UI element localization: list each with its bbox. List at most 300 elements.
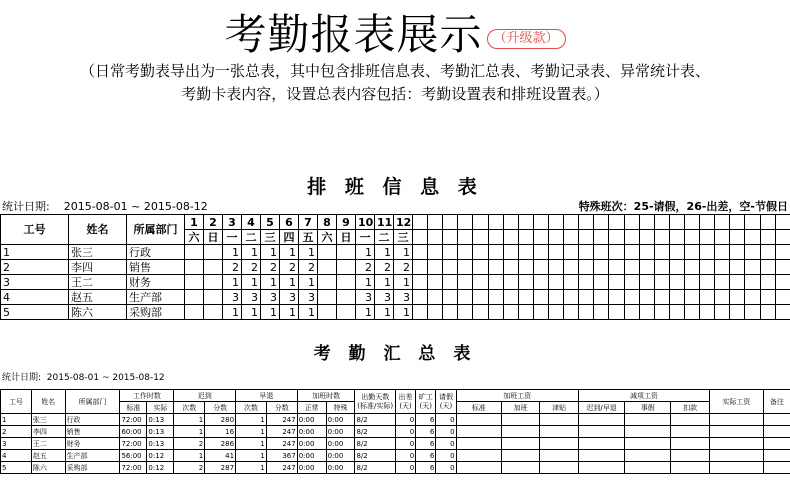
empty-cell (730, 215, 745, 230)
shift-cell: 3 (394, 290, 413, 305)
empty-cell (488, 230, 503, 245)
empty-cell (700, 245, 715, 260)
employee-name: 赵五 (31, 450, 65, 462)
empty-cell (671, 426, 710, 438)
day-header: 8 (318, 215, 337, 230)
empty-cell (428, 275, 443, 290)
empty-cell (473, 305, 488, 320)
employee-id: 3 (1, 275, 69, 290)
empty-cell (428, 230, 443, 245)
employee-name: 赵五 (69, 290, 127, 305)
subtitle-line-1: （日常考勤表导出为一张总表，其中包含排班信息表、考勤汇总表、考勤记录表、异常统计表、 (79, 62, 710, 80)
empty-cell (625, 462, 671, 474)
travel-days: 0 (395, 438, 415, 450)
employee-name: 张三 (31, 414, 65, 426)
empty-cell (715, 230, 730, 245)
shift-cell (185, 245, 204, 260)
travel-days: 0 (395, 426, 415, 438)
shift-cell: 1 (356, 245, 375, 260)
empty-cell (579, 305, 594, 320)
empty-cell (564, 305, 579, 320)
empty-cell (775, 230, 790, 245)
empty-cell (624, 230, 639, 245)
empty-cell (684, 290, 699, 305)
empty-cell (594, 215, 609, 230)
empty-cell (501, 450, 540, 462)
shift-cell: 1 (356, 275, 375, 290)
shift-cell: 2 (223, 260, 242, 275)
empty-cell (564, 260, 579, 275)
early-minutes: 247 (266, 426, 297, 438)
shift-cell: 1 (261, 245, 280, 260)
empty-cell (625, 414, 671, 426)
empty-cell (594, 290, 609, 305)
empty-cell (518, 290, 533, 305)
table-row (1, 260, 790, 275)
absent-unit: (天) (419, 401, 432, 410)
empty-cell (443, 290, 458, 305)
table-row (1, 462, 790, 474)
weekday-header: 六 (185, 230, 204, 245)
empty-cell (684, 260, 699, 275)
employee-dept: 行政 (127, 245, 185, 260)
empty-cell (503, 230, 518, 245)
shift-cell: 2 (299, 260, 318, 275)
late-minutes: 41 (205, 450, 236, 462)
schedule-header-row (1, 215, 790, 230)
empty-cell (775, 305, 790, 320)
day-header: 6 (280, 215, 299, 230)
empty-cell (715, 305, 730, 320)
day-header: 9 (337, 215, 356, 230)
empty-cell (579, 290, 594, 305)
empty-cell (428, 245, 443, 260)
empty-cell (609, 275, 624, 290)
day-header: 10 (356, 215, 375, 230)
late-minutes: 286 (205, 438, 236, 450)
empty-cell (684, 215, 699, 230)
shift-cell (204, 290, 223, 305)
empty-cell (684, 245, 699, 260)
leave-days: 0 (436, 414, 456, 426)
employee-dept: 生产部 (65, 450, 120, 462)
empty-cell (745, 245, 760, 260)
empty-cell (625, 450, 671, 462)
empty-cell (609, 230, 624, 245)
empty-cell (775, 275, 790, 290)
empty-cell (654, 230, 669, 245)
empty-cell (501, 426, 540, 438)
shift-cell: 3 (223, 290, 242, 305)
empty-cell (760, 215, 775, 230)
col-header-late: 迟到 (174, 390, 236, 402)
empty-cell (669, 290, 684, 305)
work-std: 72:00 (120, 438, 147, 450)
empty-cell (413, 305, 428, 320)
empty-cell (760, 275, 775, 290)
empty-cell (624, 275, 639, 290)
shift-cell (204, 245, 223, 260)
empty-cell (669, 215, 684, 230)
empty-cell (639, 305, 654, 320)
shift-cell (337, 290, 356, 305)
table-row (1, 245, 790, 260)
shift-cell (185, 275, 204, 290)
empty-cell (578, 426, 624, 438)
empty-cell (488, 215, 503, 230)
empty-cell (503, 275, 518, 290)
empty-cell (745, 305, 760, 320)
col-header-id: 工号 (1, 215, 69, 245)
empty-cell (639, 260, 654, 275)
subtitle-line-2: 考勤卡表内容，设置总表内容包括：考勤设置表和排班设置表。） (181, 85, 609, 103)
shift-cell: 1 (375, 305, 394, 320)
late-minutes: 280 (205, 414, 236, 426)
empty-cell (730, 290, 745, 305)
empty-cell (594, 305, 609, 320)
sub-header: 次数 (174, 402, 205, 414)
shift-cell: 2 (261, 260, 280, 275)
travel-unit: (天) (399, 401, 412, 410)
sub-header: 特殊 (326, 402, 355, 414)
shift-cell: 1 (394, 245, 413, 260)
empty-cell (760, 260, 775, 275)
empty-cell (709, 438, 763, 450)
empty-cell (609, 215, 624, 230)
empty-cell (518, 215, 533, 230)
table-row (1, 414, 790, 426)
shift-cell (318, 305, 337, 320)
empty-cell (609, 260, 624, 275)
empty-cell (594, 260, 609, 275)
empty-cell (624, 290, 639, 305)
shift-cell: 3 (375, 290, 394, 305)
col-header-id: 工号 (1, 390, 32, 414)
shift-cell: 1 (261, 275, 280, 290)
empty-cell (503, 245, 518, 260)
empty-cell (443, 245, 458, 260)
employee-id: 1 (1, 414, 32, 426)
empty-cell (684, 230, 699, 245)
col-header-early: 早退 (236, 390, 298, 402)
shift-cell (204, 305, 223, 320)
day-header: 5 (261, 215, 280, 230)
early-count: 1 (236, 450, 267, 462)
shift-cell: 1 (242, 305, 261, 320)
shift-cell: 3 (356, 290, 375, 305)
shift-cell: 1 (394, 275, 413, 290)
empty-cell (671, 414, 710, 426)
employee-id: 1 (1, 245, 69, 260)
empty-cell (624, 260, 639, 275)
shift-cell (318, 290, 337, 305)
weekday-header: 一 (356, 230, 375, 245)
sub-header: 迟到/早退 (578, 402, 624, 414)
weekday-header: 一 (223, 230, 242, 245)
col-header-dept: 所属部门 (127, 215, 185, 245)
empty-cell (413, 215, 428, 230)
leave-days: 0 (436, 426, 456, 438)
employee-name: 陈六 (31, 462, 65, 474)
empty-cell (456, 414, 501, 426)
empty-cell (624, 305, 639, 320)
empty-cell (458, 245, 473, 260)
employee-id: 4 (1, 290, 69, 305)
empty-cell (488, 290, 503, 305)
shift-cell: 3 (299, 290, 318, 305)
weekday-header: 二 (375, 230, 394, 245)
early-count: 1 (236, 438, 267, 450)
weekday-header: 二 (242, 230, 261, 245)
empty-cell (473, 215, 488, 230)
empty-cell (428, 260, 443, 275)
day-header: 3 (223, 215, 242, 230)
empty-cell (540, 426, 579, 438)
empty-cell (458, 305, 473, 320)
shift-cell (185, 290, 204, 305)
weekday-header: 四 (280, 230, 299, 245)
empty-cell (473, 275, 488, 290)
early-minutes: 247 (266, 438, 297, 450)
employee-dept: 财务 (127, 275, 185, 290)
empty-cell (639, 215, 654, 230)
sub-header: 标准 (120, 402, 147, 414)
overtime-normal: 0:00 (297, 450, 326, 462)
absent-days: 6 (416, 438, 436, 450)
empty-cell (669, 245, 684, 260)
empty-cell (715, 215, 730, 230)
empty-cell (775, 260, 790, 275)
shift-cell: 2 (280, 260, 299, 275)
day-header: 4 (242, 215, 261, 230)
employee-dept: 销售 (65, 426, 120, 438)
empty-cell (594, 245, 609, 260)
table-row (1, 275, 790, 290)
overtime-special: 0:00 (326, 462, 355, 474)
empty-cell (533, 230, 548, 245)
early-count: 1 (236, 426, 267, 438)
shift-cell: 2 (394, 260, 413, 275)
employee-dept: 行政 (65, 414, 120, 426)
empty-cell (488, 245, 503, 260)
late-minutes: 287 (205, 462, 236, 474)
col-header-name: 姓名 (31, 390, 65, 414)
employee-dept: 生产部 (127, 290, 185, 305)
empty-cell (709, 450, 763, 462)
empty-cell (579, 245, 594, 260)
table-row (1, 438, 790, 450)
empty-cell (639, 230, 654, 245)
empty-cell (413, 230, 428, 245)
employee-id: 5 (1, 305, 69, 320)
empty-cell (700, 215, 715, 230)
empty-cell (609, 290, 624, 305)
empty-cell (458, 275, 473, 290)
empty-cell (730, 230, 745, 245)
empty-cell (443, 275, 458, 290)
empty-cell (730, 245, 745, 260)
sub-header: 分数 (266, 402, 297, 414)
summary-date-range: 2015-08-01 ~ 2015-08-12 (46, 373, 165, 383)
col-header-remark: 备注 (763, 390, 790, 414)
late-count: 2 (174, 462, 205, 474)
shift-cell: 1 (223, 245, 242, 260)
empty-cell (730, 260, 745, 275)
early-count: 1 (236, 414, 267, 426)
empty-cell (745, 290, 760, 305)
summary-header-row (1, 390, 790, 402)
empty-cell (609, 305, 624, 320)
overtime-special: 0:00 (326, 426, 355, 438)
employee-id: 5 (1, 462, 32, 474)
travel-days: 0 (395, 462, 415, 474)
overtime-normal: 0:00 (297, 414, 326, 426)
empty-cell (456, 462, 501, 474)
empty-cell (488, 275, 503, 290)
shift-cell: 1 (375, 275, 394, 290)
empty-cell (775, 245, 790, 260)
absent-days: 6 (416, 462, 436, 474)
employee-name: 王二 (69, 275, 127, 290)
empty-cell (669, 230, 684, 245)
empty-cell (624, 245, 639, 260)
shift-cell: 1 (242, 275, 261, 290)
empty-cell (579, 275, 594, 290)
empty-cell (715, 245, 730, 260)
employee-dept: 销售 (127, 260, 185, 275)
empty-cell (709, 414, 763, 426)
shift-cell: 2 (356, 260, 375, 275)
overtime-special: 0:00 (326, 438, 355, 450)
employee-id: 2 (1, 260, 69, 275)
empty-cell (473, 260, 488, 275)
employee-dept: 采购部 (65, 462, 120, 474)
col-header-attend-days (355, 390, 395, 414)
work-actual: 0:13 (147, 426, 174, 438)
day-header: 7 (299, 215, 318, 230)
empty-cell (763, 438, 790, 450)
empty-cell (488, 260, 503, 275)
shift-cell: 3 (280, 290, 299, 305)
shift-cell (318, 245, 337, 260)
sub-header: 正常 (297, 402, 326, 414)
empty-cell (548, 245, 563, 260)
col-header-overtime-pay: 加班工资 (456, 390, 578, 402)
empty-cell (564, 275, 579, 290)
empty-cell (413, 290, 428, 305)
empty-cell (654, 260, 669, 275)
sub-header: 实际 (147, 402, 174, 414)
work-actual: 0:13 (147, 438, 174, 450)
empty-cell (654, 275, 669, 290)
shift-cell: 2 (242, 260, 261, 275)
empty-cell (501, 414, 540, 426)
empty-cell (473, 290, 488, 305)
empty-cell (578, 438, 624, 450)
empty-cell (760, 305, 775, 320)
empty-cell (456, 426, 501, 438)
empty-cell (715, 290, 730, 305)
shift-cell (318, 275, 337, 290)
empty-cell (458, 260, 473, 275)
empty-cell (760, 290, 775, 305)
employee-id: 4 (1, 450, 32, 462)
leave-days: 0 (436, 462, 456, 474)
table-row (1, 450, 790, 462)
travel-label: 出差 (398, 392, 413, 401)
employee-name: 李四 (69, 260, 127, 275)
table-row (1, 305, 790, 320)
empty-cell (775, 215, 790, 230)
summary-title: 考 勤 汇 总 表 (313, 344, 477, 364)
empty-cell (548, 305, 563, 320)
shift-cell: 3 (242, 290, 261, 305)
empty-cell (518, 275, 533, 290)
empty-cell (540, 450, 579, 462)
shift-cell: 1 (280, 275, 299, 290)
empty-cell (548, 275, 563, 290)
shift-cell: 2 (375, 260, 394, 275)
shift-cell: 1 (223, 305, 242, 320)
empty-cell (578, 414, 624, 426)
leave-unit: (天) (439, 401, 453, 410)
late-count: 2 (174, 438, 205, 450)
work-std: 72:00 (120, 462, 147, 474)
empty-cell (745, 260, 760, 275)
empty-cell (548, 230, 563, 245)
absent-days: 6 (416, 414, 436, 426)
empty-cell (730, 275, 745, 290)
summary-info-row (2, 370, 788, 383)
leave-label: 请假 (438, 392, 453, 401)
shift-cell: 1 (356, 305, 375, 320)
empty-cell (715, 275, 730, 290)
empty-cell (763, 462, 790, 474)
col-header-absent (416, 390, 436, 414)
empty-cell (533, 290, 548, 305)
late-count: 1 (174, 414, 205, 426)
day-header: 2 (204, 215, 223, 230)
shift-cell: 1 (242, 245, 261, 260)
empty-cell (624, 215, 639, 230)
empty-cell (488, 305, 503, 320)
attend-days: 8/2 (355, 426, 395, 438)
empty-cell (654, 245, 669, 260)
empty-cell (443, 305, 458, 320)
empty-cell (456, 438, 501, 450)
empty-cell (745, 230, 760, 245)
absent-days: 6 (416, 426, 436, 438)
empty-cell (443, 230, 458, 245)
page-title: 考勤报表展示 (224, 10, 483, 59)
upgrade-badge: （升级款） (487, 29, 566, 49)
empty-cell (413, 275, 428, 290)
empty-cell (700, 230, 715, 245)
shift-cell (204, 275, 223, 290)
empty-cell (413, 245, 428, 260)
empty-cell (669, 275, 684, 290)
empty-cell (654, 305, 669, 320)
empty-cell (578, 462, 624, 474)
table-row (1, 426, 790, 438)
col-header-work-time: 工作时数 (120, 390, 174, 402)
empty-cell (533, 260, 548, 275)
attend-days-sub: (标准/实际) (357, 401, 394, 410)
summary-date-label: 统计日期: (2, 373, 42, 383)
empty-cell (579, 215, 594, 230)
late-minutes: 16 (205, 426, 236, 438)
empty-cell (700, 290, 715, 305)
